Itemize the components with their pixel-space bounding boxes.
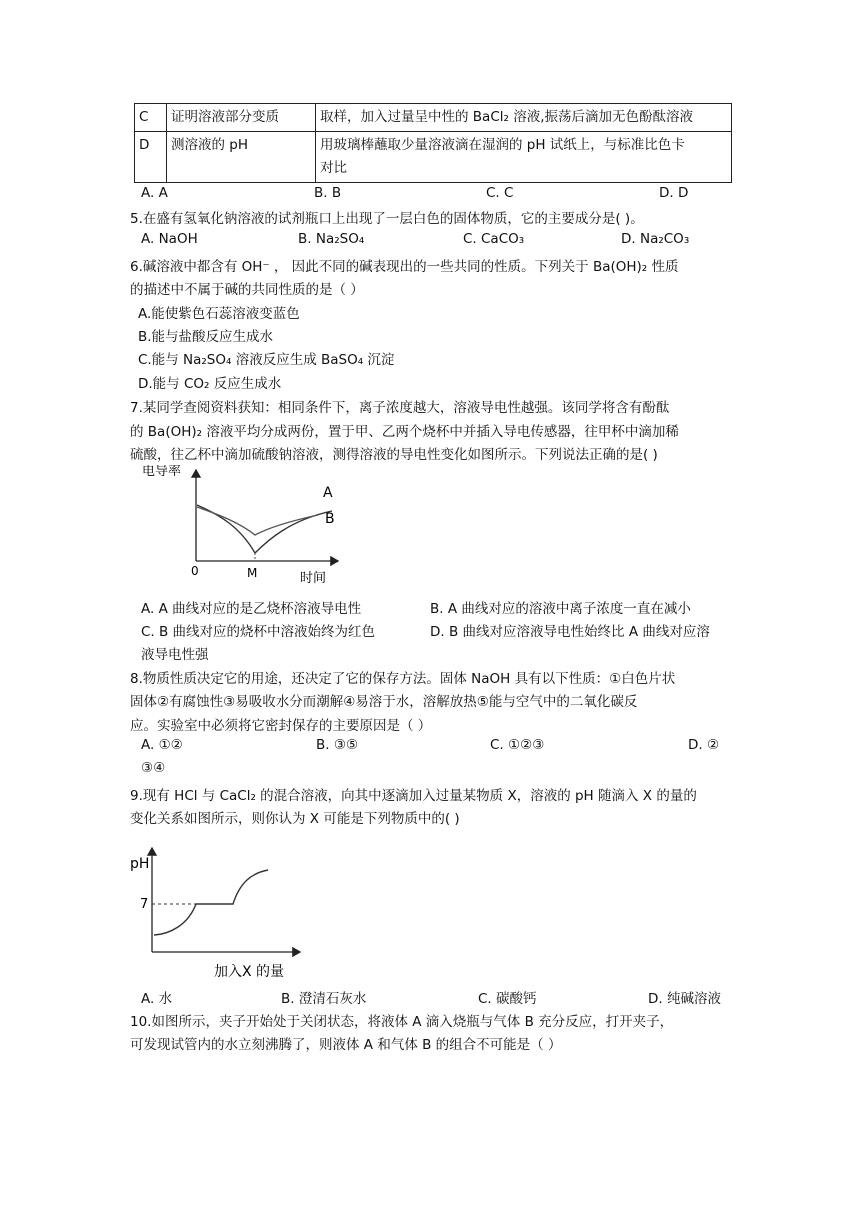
table-row bbox=[135, 104, 732, 132]
y-axis-label: pH bbox=[130, 856, 150, 872]
x-axis-label: 加入X 的量 bbox=[214, 964, 285, 980]
method-line-2: 对比 bbox=[320, 160, 347, 176]
table-cell: 证明溶液部分变质 bbox=[167, 104, 316, 132]
q4-choice-a: A. A bbox=[141, 185, 168, 201]
q6-choice-a: A.能使紫色石蕊溶液变蓝色 bbox=[138, 306, 300, 322]
q10-stem-line2: 可发现试管内的水立刻沸腾了，则液体 A 和气体 B 的组合不可能是（ ） bbox=[130, 1037, 562, 1053]
q5-choice-c: C. CaCO₃ bbox=[463, 231, 525, 247]
q6-stem-line2: 的描述中不属于碱的共同性质的是（ ） bbox=[130, 282, 364, 298]
q7-choice-b: B. A 曲线对应的溶液中离子浓度一直在减小 bbox=[430, 601, 691, 617]
q7-stem-line1: 7.某同学查阅资料获知：相同条件下，离子浓度越大，溶液导电性越强。该同学将含有酚酞 bbox=[130, 400, 670, 416]
origin-label: 0 bbox=[191, 564, 199, 578]
q5-choice-b: B. Na₂SO₄ bbox=[298, 231, 365, 247]
curve-a bbox=[197, 505, 332, 553]
q8-choice-a: A. ①② bbox=[141, 737, 183, 753]
q5-stem: 5.在盛有氢氧化钠溶液的试剂瓶口上出现了一层白色的固体物质，它的主要成分是( )。 bbox=[130, 211, 644, 227]
method-line-1: 用玻璃棒蘸取少量溶液滴在湿润的 pH 试纸上，与标准比色卡 bbox=[320, 137, 685, 153]
q7-choice-a: A. A 曲线对应的是乙烧杯溶液导电性 bbox=[141, 601, 362, 617]
table-cell: D bbox=[135, 132, 167, 183]
curve-a-label: A bbox=[323, 485, 333, 501]
q10-stem-line1: 10.如图所示，夹子开始处于关闭状态，将液体 A 滴入烧瓶与气体 B 充分反应，打开夹子， bbox=[130, 1014, 674, 1030]
q6-choice-b: B.能与盐酸反应生成水 bbox=[138, 329, 274, 345]
q7-stem-line3: 硫酸，往乙杯中滴加硫酸钠溶液，测得溶液的导电性变化如图所示。下列说法正确的是( ) bbox=[130, 447, 658, 463]
q7-choice-d-cont: 液导电性强 bbox=[141, 647, 209, 663]
m-label: M bbox=[247, 566, 258, 580]
ph-chart bbox=[130, 840, 310, 982]
x-axis-label: 时间 bbox=[300, 571, 327, 586]
q8-choice-c: C. ①②③ bbox=[490, 737, 545, 753]
q4-choice-b: B. B bbox=[314, 185, 342, 201]
table-cell: 取样，加入过量呈中性的 BaCl₂ 溶液,振荡后滴加无色酚酞溶液 bbox=[316, 104, 732, 132]
y-axis-label: 电导率 bbox=[142, 465, 182, 479]
q6-choice-c: C.能与 Na₂SO₄ 溶液反应生成 BaSO₄ 沉淀 bbox=[138, 352, 395, 368]
q8-choice-b: B. ③⑤ bbox=[316, 737, 359, 753]
options-table bbox=[134, 103, 732, 183]
q5-choice-d: D. Na₂CO₃ bbox=[621, 231, 690, 247]
q5-choice-a: A. NaOH bbox=[141, 231, 198, 247]
q6-stem-line1: 6.碱溶液中都含有 OH⁻ ， 因此不同的碱表现出的一些共同的性质。下列关于 Ba(OH)₂ 性质 bbox=[130, 259, 679, 275]
q9-choice-a: A. 水 bbox=[141, 991, 173, 1007]
ph-curve bbox=[154, 870, 268, 935]
q8-stem-line1: 8.物质性质决定它的用途，还决定了它的保存方法。固体 NaOH 具有以下性质：①白色片状 bbox=[130, 671, 676, 687]
q4-choice-c: C. C bbox=[486, 185, 514, 201]
q6-choice-d: D.能与 CO₂ 反应生成水 bbox=[138, 376, 282, 392]
q4-choice-d: D. D bbox=[659, 185, 689, 201]
table-cell: C bbox=[135, 104, 167, 132]
table-cell bbox=[316, 132, 732, 183]
curve-b-label: B bbox=[325, 511, 335, 527]
q8-stem-line2: 固体②有腐蚀性③易吸收水分而潮解④易溶于水，溶解放热⑤能与空气中的二氧化碳反 bbox=[130, 694, 638, 710]
q8-choice-d: D. ② bbox=[688, 737, 720, 753]
q8-stem-line3: 应。实验室中必须将它密封保存的主要原因是（ ） bbox=[130, 718, 432, 734]
q9-stem-line2: 变化关系如图所示，则你认为 X 可能是下列物质中的( ) bbox=[130, 811, 460, 827]
conductivity-chart bbox=[140, 465, 350, 590]
q8-choice-d-cont: ③④ bbox=[141, 760, 166, 776]
q7-choice-d: D. B 曲线对应溶液导电性始终比 A 曲线对应溶 bbox=[430, 624, 710, 640]
ph7-label: 7 bbox=[140, 897, 149, 912]
q7-choice-c: C. B 曲线对应的烧杯中溶液始终为红色 bbox=[141, 624, 376, 640]
q9-choice-b: B. 澄清石灰水 bbox=[281, 991, 367, 1007]
q9-stem-line1: 9.现有 HCl 与 CaCl₂ 的混合溶液，向其中逐滴加入过量某物质 X，溶液的 pH 随滴入 X 的量的 bbox=[130, 788, 697, 804]
q9-choice-c: C. 碳酸钙 bbox=[478, 991, 537, 1007]
table-row bbox=[135, 132, 732, 183]
table-cell: 测溶液的 pH bbox=[167, 132, 316, 183]
q7-stem-line2: 的 Ba(OH)₂ 溶液平均分成两份，置于甲、乙两个烧杯中并插入导电传感器，往甲杯中滴加稀 bbox=[130, 424, 679, 440]
q9-choice-d: D. 纯碱溶液 bbox=[648, 991, 721, 1007]
